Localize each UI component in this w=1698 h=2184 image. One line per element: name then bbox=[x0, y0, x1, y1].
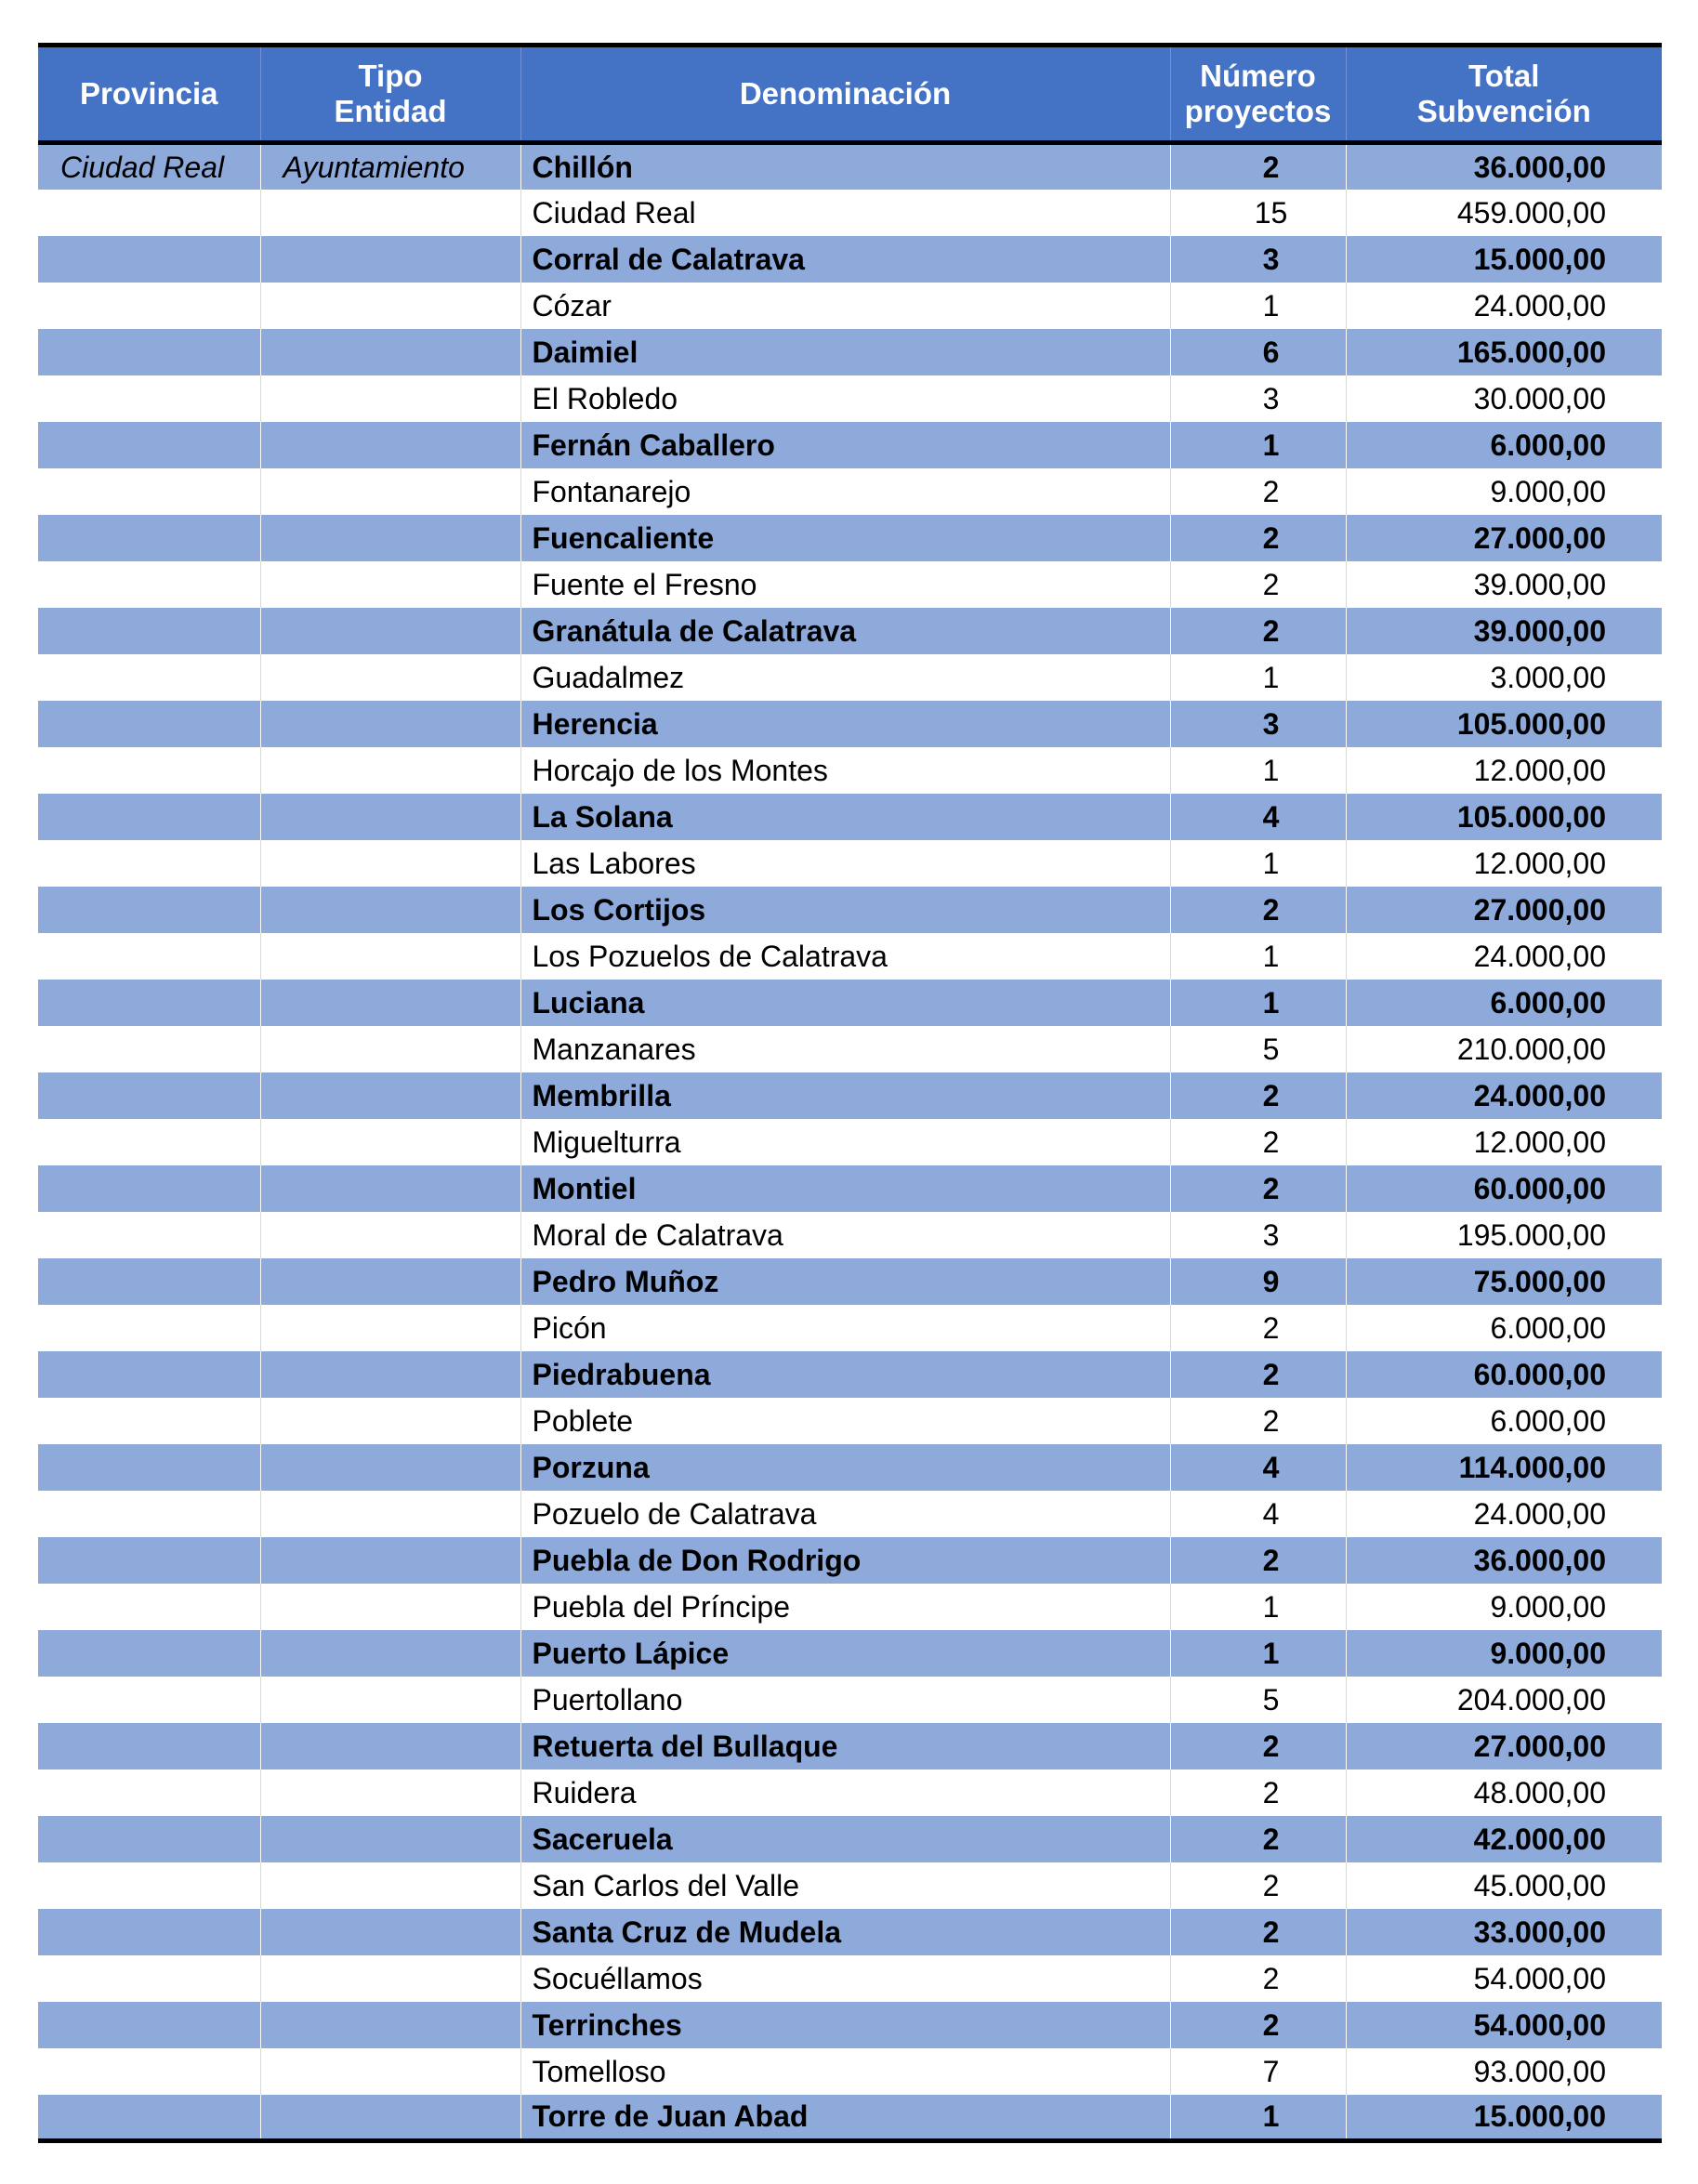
table-row bbox=[38, 1584, 1662, 1630]
table-row bbox=[38, 608, 1662, 654]
table-row bbox=[38, 747, 1662, 794]
cell-tipo-entidad bbox=[260, 1537, 520, 1584]
cell-denominacion: La Solana bbox=[520, 794, 1170, 840]
cell-numero-proyectos: 3 bbox=[1170, 1212, 1346, 1258]
cell-tipo-entidad bbox=[260, 1444, 520, 1491]
cell-tipo-entidad bbox=[260, 1723, 520, 1770]
cell-tipo-entidad bbox=[260, 190, 520, 236]
cell-denominacion: Puebla de Don Rodrigo bbox=[520, 1537, 1170, 1584]
cell-total-subvencion: 24.000,00 bbox=[1346, 283, 1662, 329]
cell-provincia bbox=[38, 1305, 260, 1351]
cell-tipo-entidad bbox=[260, 654, 520, 701]
cell-numero-proyectos: 2 bbox=[1170, 468, 1346, 515]
cell-tipo-entidad bbox=[260, 422, 520, 468]
table-row bbox=[38, 1072, 1662, 1119]
cell-total-subvencion: 114.000,00 bbox=[1346, 1444, 1662, 1491]
cell-numero-proyectos: 1 bbox=[1170, 980, 1346, 1026]
cell-numero-proyectos: 2 bbox=[1170, 1909, 1346, 1955]
cell-total-subvencion: 45.000,00 bbox=[1346, 1862, 1662, 1909]
cell-numero-proyectos: 1 bbox=[1170, 2095, 1346, 2141]
table-row bbox=[38, 561, 1662, 608]
cell-denominacion: Manzanares bbox=[520, 1026, 1170, 1072]
cell-provincia bbox=[38, 1212, 260, 1258]
cell-denominacion: Los Cortijos bbox=[520, 887, 1170, 933]
cell-numero-proyectos: 2 bbox=[1170, 1072, 1346, 1119]
cell-provincia bbox=[38, 980, 260, 1026]
cell-total-subvencion: 24.000,00 bbox=[1346, 933, 1662, 980]
cell-total-subvencion: 9.000,00 bbox=[1346, 1584, 1662, 1630]
cell-total-subvencion: 33.000,00 bbox=[1346, 1909, 1662, 1955]
cell-provincia bbox=[38, 2095, 260, 2141]
cell-provincia bbox=[38, 1351, 260, 1398]
cell-numero-proyectos: 3 bbox=[1170, 375, 1346, 422]
cell-denominacion: Puerto Lápice bbox=[520, 1630, 1170, 1677]
cell-total-subvencion: 36.000,00 bbox=[1346, 143, 1662, 190]
cell-denominacion: San Carlos del Valle bbox=[520, 1862, 1170, 1909]
cell-provincia bbox=[38, 1630, 260, 1677]
header-tipo-entidad bbox=[260, 46, 520, 143]
cell-total-subvencion: 15.000,00 bbox=[1346, 236, 1662, 283]
cell-numero-proyectos: 9 bbox=[1170, 1258, 1346, 1305]
cell-provincia bbox=[38, 1165, 260, 1212]
header-denominacion-label: Denominación bbox=[739, 76, 952, 111]
cell-tipo-entidad bbox=[260, 1351, 520, 1398]
cell-provincia bbox=[38, 190, 260, 236]
table-row bbox=[38, 1816, 1662, 1862]
cell-tipo-entidad bbox=[260, 2095, 520, 2141]
header-total-subvencion bbox=[1346, 46, 1662, 143]
header-numero-proyectos bbox=[1170, 46, 1346, 143]
cell-total-subvencion: 9.000,00 bbox=[1346, 1630, 1662, 1677]
cell-provincia bbox=[38, 1398, 260, 1444]
cell-provincia bbox=[38, 608, 260, 654]
cell-total-subvencion: 105.000,00 bbox=[1346, 701, 1662, 747]
cell-tipo-entidad bbox=[260, 515, 520, 561]
cell-numero-proyectos: 4 bbox=[1170, 1491, 1346, 1537]
cell-provincia bbox=[38, 1862, 260, 1909]
cell-tipo-entidad bbox=[260, 1119, 520, 1165]
cell-numero-proyectos: 1 bbox=[1170, 747, 1346, 794]
cell-numero-proyectos: 2 bbox=[1170, 1351, 1346, 1398]
header-numero-line1: Número bbox=[1200, 59, 1316, 93]
cell-tipo-entidad bbox=[260, 1072, 520, 1119]
cell-tipo-entidad bbox=[260, 794, 520, 840]
cell-numero-proyectos: 6 bbox=[1170, 329, 1346, 375]
cell-provincia bbox=[38, 747, 260, 794]
cell-denominacion: Corral de Calatrava bbox=[520, 236, 1170, 283]
cell-provincia bbox=[38, 1026, 260, 1072]
table-row bbox=[38, 1351, 1662, 1398]
cell-denominacion: Retuerta del Bullaque bbox=[520, 1723, 1170, 1770]
cell-provincia bbox=[38, 654, 260, 701]
cell-denominacion: Membrilla bbox=[520, 1072, 1170, 1119]
table-row bbox=[38, 1305, 1662, 1351]
cell-denominacion: Los Pozuelos de Calatrava bbox=[520, 933, 1170, 980]
cell-total-subvencion: 15.000,00 bbox=[1346, 2095, 1662, 2141]
cell-provincia bbox=[38, 1909, 260, 1955]
header-total-line2: Subvención bbox=[1416, 94, 1591, 128]
table-row bbox=[38, 1677, 1662, 1723]
cell-denominacion: Miguelturra bbox=[520, 1119, 1170, 1165]
cell-tipo-entidad bbox=[260, 236, 520, 283]
cell-provincia bbox=[38, 2048, 260, 2095]
cell-provincia bbox=[38, 840, 260, 887]
cell-numero-proyectos: 2 bbox=[1170, 1119, 1346, 1165]
cell-tipo-entidad bbox=[260, 1305, 520, 1351]
cell-total-subvencion: 3.000,00 bbox=[1346, 654, 1662, 701]
table-header bbox=[38, 46, 1662, 143]
cell-denominacion: Herencia bbox=[520, 701, 1170, 747]
table-row bbox=[38, 2002, 1662, 2048]
cell-numero-proyectos: 5 bbox=[1170, 1677, 1346, 1723]
cell-provincia bbox=[38, 1119, 260, 1165]
cell-provincia bbox=[38, 283, 260, 329]
cell-tipo-entidad: Ayuntamiento bbox=[260, 143, 520, 190]
cell-total-subvencion: 12.000,00 bbox=[1346, 840, 1662, 887]
cell-tipo-entidad bbox=[260, 1258, 520, 1305]
cell-numero-proyectos: 3 bbox=[1170, 236, 1346, 283]
cell-total-subvencion: 54.000,00 bbox=[1346, 1955, 1662, 2002]
cell-tipo-entidad bbox=[260, 1770, 520, 1816]
cell-total-subvencion: 204.000,00 bbox=[1346, 1677, 1662, 1723]
cell-total-subvencion: 459.000,00 bbox=[1346, 190, 1662, 236]
cell-tipo-entidad bbox=[260, 1212, 520, 1258]
cell-provincia: Ciudad Real bbox=[38, 143, 260, 190]
cell-provincia bbox=[38, 375, 260, 422]
table-row bbox=[38, 701, 1662, 747]
table-row bbox=[38, 2048, 1662, 2095]
cell-total-subvencion: 6.000,00 bbox=[1346, 1398, 1662, 1444]
table-row bbox=[38, 1165, 1662, 1212]
table-row bbox=[38, 422, 1662, 468]
cell-denominacion: Cózar bbox=[520, 283, 1170, 329]
cell-provincia bbox=[38, 2002, 260, 2048]
cell-provincia bbox=[38, 1584, 260, 1630]
cell-provincia bbox=[38, 1258, 260, 1305]
table-row bbox=[38, 1630, 1662, 1677]
cell-provincia bbox=[38, 1770, 260, 1816]
table-row bbox=[38, 1955, 1662, 2002]
cell-provincia bbox=[38, 468, 260, 515]
cell-denominacion: Daimiel bbox=[520, 329, 1170, 375]
table-row bbox=[38, 980, 1662, 1026]
table-row bbox=[38, 1723, 1662, 1770]
cell-tipo-entidad bbox=[260, 747, 520, 794]
table-row bbox=[38, 1537, 1662, 1584]
header-tipo-line1: Tipo bbox=[358, 59, 423, 93]
table-row bbox=[38, 283, 1662, 329]
cell-denominacion: Horcajo de los Montes bbox=[520, 747, 1170, 794]
cell-total-subvencion: 210.000,00 bbox=[1346, 1026, 1662, 1072]
header-provincia-label: Provincia bbox=[79, 76, 218, 111]
cell-numero-proyectos: 1 bbox=[1170, 654, 1346, 701]
cell-tipo-entidad bbox=[260, 1165, 520, 1212]
cell-denominacion: Montiel bbox=[520, 1165, 1170, 1212]
cell-provincia bbox=[38, 1955, 260, 2002]
header-tipo-line2: Entidad bbox=[334, 94, 447, 128]
cell-numero-proyectos: 2 bbox=[1170, 608, 1346, 654]
cell-denominacion: Luciana bbox=[520, 980, 1170, 1026]
cell-provincia bbox=[38, 1072, 260, 1119]
cell-total-subvencion: 6.000,00 bbox=[1346, 980, 1662, 1026]
cell-denominacion: Puebla del Príncipe bbox=[520, 1584, 1170, 1630]
cell-total-subvencion: 6.000,00 bbox=[1346, 1305, 1662, 1351]
cell-tipo-entidad bbox=[260, 840, 520, 887]
cell-tipo-entidad bbox=[260, 329, 520, 375]
cell-numero-proyectos: 2 bbox=[1170, 143, 1346, 190]
cell-provincia bbox=[38, 1723, 260, 1770]
cell-numero-proyectos: 1 bbox=[1170, 1630, 1346, 1677]
cell-total-subvencion: 42.000,00 bbox=[1346, 1816, 1662, 1862]
table-row bbox=[38, 794, 1662, 840]
cell-tipo-entidad bbox=[260, 887, 520, 933]
cell-provincia bbox=[38, 701, 260, 747]
cell-denominacion: Picón bbox=[520, 1305, 1170, 1351]
cell-tipo-entidad bbox=[260, 1862, 520, 1909]
cell-total-subvencion: 105.000,00 bbox=[1346, 794, 1662, 840]
cell-numero-proyectos: 2 bbox=[1170, 1723, 1346, 1770]
cell-denominacion: Socuéllamos bbox=[520, 1955, 1170, 2002]
cell-tipo-entidad bbox=[260, 2002, 520, 2048]
cell-numero-proyectos: 2 bbox=[1170, 887, 1346, 933]
table-row bbox=[38, 1444, 1662, 1491]
table-row bbox=[38, 887, 1662, 933]
cell-numero-proyectos: 1 bbox=[1170, 283, 1346, 329]
cell-provincia bbox=[38, 329, 260, 375]
header-denominacion bbox=[520, 46, 1170, 143]
table-row bbox=[38, 1119, 1662, 1165]
cell-tipo-entidad bbox=[260, 1491, 520, 1537]
cell-numero-proyectos: 1 bbox=[1170, 422, 1346, 468]
cell-tipo-entidad bbox=[260, 468, 520, 515]
cell-numero-proyectos: 4 bbox=[1170, 794, 1346, 840]
cell-numero-proyectos: 5 bbox=[1170, 1026, 1346, 1072]
cell-numero-proyectos: 1 bbox=[1170, 933, 1346, 980]
table-row bbox=[38, 2095, 1662, 2141]
header-total-line1: Total bbox=[1468, 59, 1540, 93]
cell-tipo-entidad bbox=[260, 1584, 520, 1630]
cell-tipo-entidad bbox=[260, 933, 520, 980]
cell-denominacion: Pedro Muñoz bbox=[520, 1258, 1170, 1305]
cell-denominacion: Pozuelo de Calatrava bbox=[520, 1491, 1170, 1537]
cell-denominacion: Ciudad Real bbox=[520, 190, 1170, 236]
cell-denominacion: El Robledo bbox=[520, 375, 1170, 422]
cell-numero-proyectos: 4 bbox=[1170, 1444, 1346, 1491]
cell-numero-proyectos: 2 bbox=[1170, 1165, 1346, 1212]
cell-total-subvencion: 75.000,00 bbox=[1346, 1258, 1662, 1305]
cell-numero-proyectos: 3 bbox=[1170, 701, 1346, 747]
cell-numero-proyectos: 2 bbox=[1170, 1305, 1346, 1351]
cell-denominacion: Fontanarejo bbox=[520, 468, 1170, 515]
cell-denominacion: Guadalmez bbox=[520, 654, 1170, 701]
cell-numero-proyectos: 15 bbox=[1170, 190, 1346, 236]
cell-provincia bbox=[38, 933, 260, 980]
table-row bbox=[38, 654, 1662, 701]
table-row bbox=[38, 1398, 1662, 1444]
table-row bbox=[38, 1770, 1662, 1816]
cell-total-subvencion: 6.000,00 bbox=[1346, 422, 1662, 468]
cell-total-subvencion: 165.000,00 bbox=[1346, 329, 1662, 375]
cell-tipo-entidad bbox=[260, 980, 520, 1026]
table-row bbox=[38, 1491, 1662, 1537]
cell-total-subvencion: 30.000,00 bbox=[1346, 375, 1662, 422]
cell-denominacion: Poblete bbox=[520, 1398, 1170, 1444]
cell-denominacion: Piedrabuena bbox=[520, 1351, 1170, 1398]
cell-provincia bbox=[38, 887, 260, 933]
table-row bbox=[38, 1026, 1662, 1072]
table-row bbox=[38, 143, 1662, 190]
cell-tipo-entidad bbox=[260, 561, 520, 608]
cell-denominacion: Porzuna bbox=[520, 1444, 1170, 1491]
subsidy-table bbox=[38, 43, 1662, 2143]
cell-total-subvencion: 12.000,00 bbox=[1346, 747, 1662, 794]
cell-denominacion: Chillón bbox=[520, 143, 1170, 190]
header-numero-line2: proyectos bbox=[1184, 94, 1332, 128]
cell-denominacion: Granátula de Calatrava bbox=[520, 608, 1170, 654]
cell-total-subvencion: 27.000,00 bbox=[1346, 1723, 1662, 1770]
table-row bbox=[38, 1212, 1662, 1258]
cell-numero-proyectos: 1 bbox=[1170, 840, 1346, 887]
cell-numero-proyectos: 2 bbox=[1170, 515, 1346, 561]
cell-numero-proyectos: 2 bbox=[1170, 2002, 1346, 2048]
cell-provincia bbox=[38, 422, 260, 468]
cell-numero-proyectos: 2 bbox=[1170, 1862, 1346, 1909]
cell-numero-proyectos: 2 bbox=[1170, 1816, 1346, 1862]
table-row bbox=[38, 1909, 1662, 1955]
cell-denominacion: Fuente el Fresno bbox=[520, 561, 1170, 608]
cell-total-subvencion: 12.000,00 bbox=[1346, 1119, 1662, 1165]
cell-provincia bbox=[38, 1537, 260, 1584]
table-row bbox=[38, 468, 1662, 515]
table-body bbox=[38, 143, 1662, 2141]
header-provincia bbox=[38, 46, 260, 143]
cell-tipo-entidad bbox=[260, 608, 520, 654]
table-row bbox=[38, 840, 1662, 887]
cell-denominacion: Las Labores bbox=[520, 840, 1170, 887]
cell-denominacion: Santa Cruz de Mudela bbox=[520, 1909, 1170, 1955]
cell-denominacion: Tomelloso bbox=[520, 2048, 1170, 2095]
table-row bbox=[38, 190, 1662, 236]
cell-tipo-entidad bbox=[260, 375, 520, 422]
cell-denominacion: Moral de Calatrava bbox=[520, 1212, 1170, 1258]
cell-tipo-entidad bbox=[260, 1909, 520, 1955]
cell-provincia bbox=[38, 794, 260, 840]
cell-tipo-entidad bbox=[260, 1398, 520, 1444]
cell-provincia bbox=[38, 561, 260, 608]
cell-tipo-entidad bbox=[260, 1816, 520, 1862]
header-row bbox=[38, 46, 1662, 143]
cell-denominacion: Saceruela bbox=[520, 1816, 1170, 1862]
table-row bbox=[38, 375, 1662, 422]
cell-provincia bbox=[38, 515, 260, 561]
cell-tipo-entidad bbox=[260, 1955, 520, 2002]
cell-total-subvencion: 39.000,00 bbox=[1346, 608, 1662, 654]
cell-numero-proyectos: 2 bbox=[1170, 1955, 1346, 2002]
cell-numero-proyectos: 2 bbox=[1170, 1770, 1346, 1816]
cell-numero-proyectos: 1 bbox=[1170, 1584, 1346, 1630]
table-row bbox=[38, 1862, 1662, 1909]
table-row bbox=[38, 1258, 1662, 1305]
cell-provincia bbox=[38, 236, 260, 283]
cell-denominacion: Ruidera bbox=[520, 1770, 1170, 1816]
cell-tipo-entidad bbox=[260, 2048, 520, 2095]
cell-tipo-entidad bbox=[260, 1630, 520, 1677]
cell-total-subvencion: 60.000,00 bbox=[1346, 1165, 1662, 1212]
cell-total-subvencion: 9.000,00 bbox=[1346, 468, 1662, 515]
cell-tipo-entidad bbox=[260, 1026, 520, 1072]
cell-total-subvencion: 24.000,00 bbox=[1346, 1491, 1662, 1537]
cell-provincia bbox=[38, 1677, 260, 1723]
cell-tipo-entidad bbox=[260, 283, 520, 329]
table-row bbox=[38, 933, 1662, 980]
cell-total-subvencion: 48.000,00 bbox=[1346, 1770, 1662, 1816]
cell-numero-proyectos: 7 bbox=[1170, 2048, 1346, 2095]
table-row bbox=[38, 329, 1662, 375]
cell-total-subvencion: 24.000,00 bbox=[1346, 1072, 1662, 1119]
cell-denominacion: Fernán Caballero bbox=[520, 422, 1170, 468]
cell-provincia bbox=[38, 1491, 260, 1537]
table-row bbox=[38, 236, 1662, 283]
cell-denominacion: Torre de Juan Abad bbox=[520, 2095, 1170, 2141]
cell-numero-proyectos: 2 bbox=[1170, 1398, 1346, 1444]
cell-total-subvencion: 27.000,00 bbox=[1346, 515, 1662, 561]
cell-total-subvencion: 39.000,00 bbox=[1346, 561, 1662, 608]
cell-tipo-entidad bbox=[260, 1677, 520, 1723]
cell-denominacion: Puertollano bbox=[520, 1677, 1170, 1723]
cell-provincia bbox=[38, 1444, 260, 1491]
cell-tipo-entidad bbox=[260, 701, 520, 747]
subsidy-table-container bbox=[38, 43, 1662, 2143]
cell-denominacion: Fuencaliente bbox=[520, 515, 1170, 561]
cell-numero-proyectos: 2 bbox=[1170, 1537, 1346, 1584]
cell-numero-proyectos: 2 bbox=[1170, 561, 1346, 608]
cell-total-subvencion: 27.000,00 bbox=[1346, 887, 1662, 933]
cell-total-subvencion: 93.000,00 bbox=[1346, 2048, 1662, 2095]
cell-provincia bbox=[38, 1816, 260, 1862]
cell-total-subvencion: 195.000,00 bbox=[1346, 1212, 1662, 1258]
cell-total-subvencion: 36.000,00 bbox=[1346, 1537, 1662, 1584]
cell-total-subvencion: 60.000,00 bbox=[1346, 1351, 1662, 1398]
cell-total-subvencion: 54.000,00 bbox=[1346, 2002, 1662, 2048]
cell-denominacion: Terrinches bbox=[520, 2002, 1170, 2048]
table-row bbox=[38, 515, 1662, 561]
